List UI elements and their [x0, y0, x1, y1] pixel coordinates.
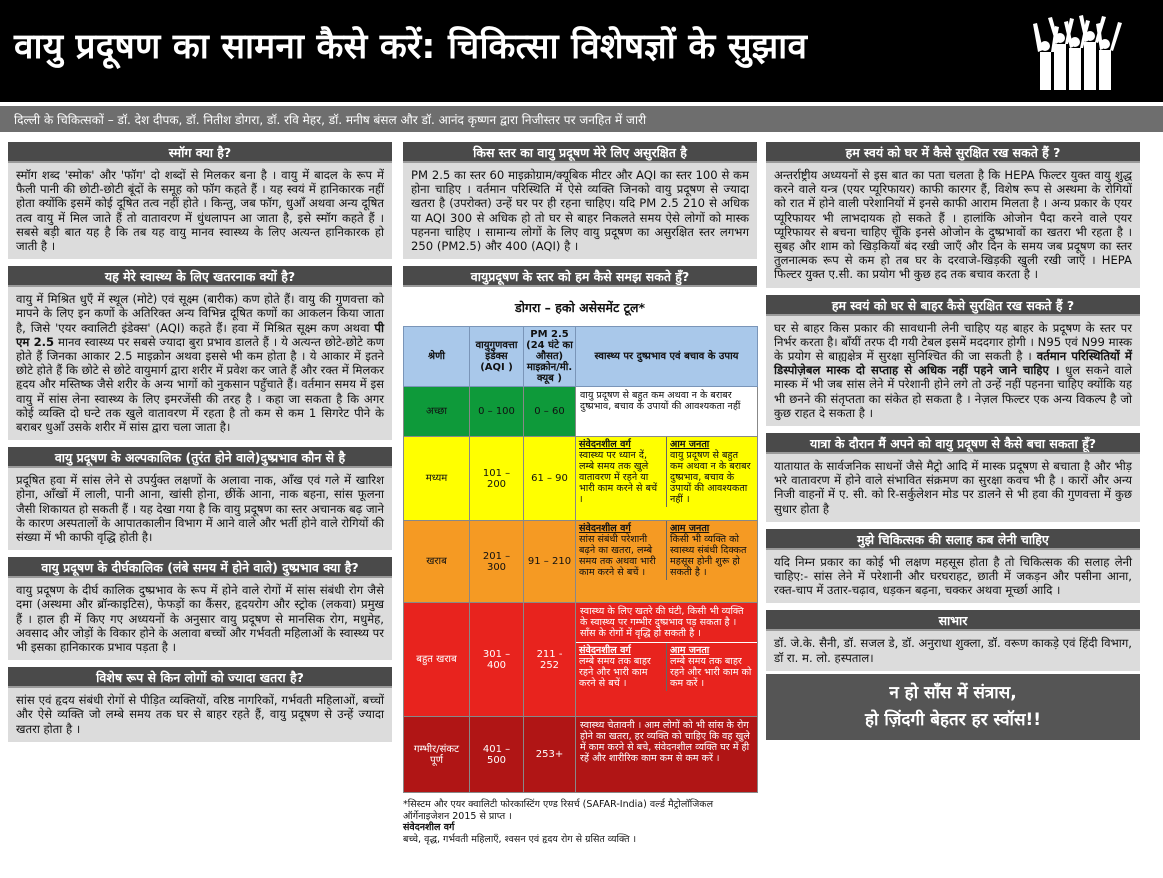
header-advice: स्वास्थ्य पर दुष्प्रभाव एवं बचाव के उपाय	[576, 327, 758, 387]
pm25-emphasis: पी एम 2.5	[16, 320, 384, 349]
group-text: सांस संबंधी परेशानी बढ़ने का खतरा, लम्बे समय तक अथवा भारी काम करने से बचें ।	[579, 534, 656, 579]
header-pm25: PM 2.5 (24 घंटे का औसत) माइक्रोन/मी. क्यूब )	[524, 327, 576, 387]
header	[0, 0, 1163, 102]
authors-credit: दिल्ली के चिकित्सकों – डॉ. देश दीपक, डॉ. नितीश डोगरा, डॉ. रवि मेहर, डॉ. मनीष बंसल और डॉ. आनंद कृष्णन द्वारा निजीस्तर पर जनहित में जारी	[14, 113, 647, 127]
sensitive-group-advice	[576, 437, 666, 507]
category-cell: मध्यम	[404, 437, 470, 521]
section-text: PM 2.5 का स्तर 60 माइक्रोग्राम/क्यूबिक मीटर और AQI का स्तर 100 से कम होना चाहिए । वर्तमान परिस्थिति में ऐसे व्यक्ति जिनको वायु प्रदूषण से ज्यादा खतरा है (उपरोक्त) उन्हें घर पर ही रहना चाहिए। यदि PM 2.5 210 से अधिक या AQI 300 से अधिक हो तो घर से बाहर निकलते समय ऐसे लोगों को मास्क पहनना चाहिए । सामान्य लोगों के लिए वायु प्रदूषण का असुरक्षित स्तर लगभग 250 (PM2.5) और 400 (AQI) है ।	[403, 163, 757, 259]
page-title: वायु प्रदूषण का सामना कैसे करें: चिकित्सा विशेषज्ञों के सुझाव	[14, 27, 808, 67]
category-cell: खराब	[404, 521, 470, 603]
section-travel	[766, 433, 1140, 522]
section-heading: वायु प्रदूषण के अल्पकालिक (तुरंत होने वाले)दुष्प्रभाव कौन से है	[8, 447, 392, 468]
section-protect-at-home	[766, 142, 1140, 288]
group-text: वायु प्रदूषण से बहुत कम अथवा न के बराबर दुष्प्रभाव, बचाव के उपायों की आवश्यकता नहीं ।	[670, 450, 751, 506]
group-label: संवेदनशील वर्ग	[579, 645, 631, 657]
raised-hands-crowd-icon	[1032, 12, 1122, 92]
section-heading: वायुप्रदूषण के स्तर को हम कैसे समझ सकते हुँ?	[403, 266, 757, 287]
advice-split	[576, 521, 757, 580]
source-note: *सिस्टम और एयर क्वालिटी फोरकास्टिंग एण्ड रिसर्च (SAFAR-India) वर्ल्ड मैट्रोलॉजिकल ऑर्गेनाइजेशन 2015 से प्राप्त ।	[403, 799, 714, 822]
subtitle-bar	[0, 106, 1163, 132]
category-cell: बहुत खराब	[404, 603, 470, 717]
aqi-cell: 101 – 200	[470, 437, 524, 521]
section-text: वायु प्रदूषण के दीर्घ कालिक दुष्प्रभाव के रूप में होने वाले रोगों में सांस संबंधी रोग जैसे दमा (अस्थमा और ब्रॉन्काइटिस), फेफड़ों का कैंसर, हृदयरोग और स्ट्रोक (लकवा) प्रमुख हैं । हाल ही में किए गए अध्ययनों के अनुसार वायु प्रदूषण से मानसिक रोग, मधुमेह, अवसाद और जोड़ों के विकार होने के अलावा बच्चों और गर्भवती महिलाओं के स्वास्थ्य पर भी इसका हानिकारक प्रभाव पड़ता है ।	[8, 578, 392, 660]
section-understand-levels	[403, 266, 757, 845]
advice-split	[576, 642, 757, 691]
group-text: लम्बे समय तक बाहर रहने और भारी काम करने से बचें ।	[579, 656, 651, 690]
section-long-term-effects	[8, 557, 392, 660]
section-text: डॉ. जे.के. सैनी, डॉ. सजल डे, डॉ. अनुराधा शुक्ला, डॉ. वरूण काकड़े एवं हिंदी विभाग, डॉ रा. म. लो. हस्पताल।	[766, 631, 1140, 670]
pm-cell: 91 – 210	[524, 521, 576, 603]
sensitive-group-advice	[576, 643, 666, 691]
text-part: धुल सकने वाले मास्क में भी जब सांस लेने में परेशानी होने लगे तो उन्हें नहीं पहनना चाहिए क्योंकि यह भी छनने की संतृप्तता का संकेत हो सकता है । नेज़ल फिल्टर एक अन्य विकल्प है जो कुछ राहत दे सकता है ।	[774, 363, 1132, 420]
sensitive-group-definition: बच्चे, वृद्ध, गर्भवती महिलाएँ, श्वसन एवं हृदय रोग से ग्रसित व्यक्ति ।	[403, 833, 637, 845]
section-heading: यात्रा के दौरान मैं अपने को वायु प्रदूषण से कैसे बचा सकता हूँ?	[766, 433, 1140, 454]
section-heading: विशेष रूप से किन लोगों को ज्यादा खतरा है?	[8, 667, 392, 688]
slogan-line-2: हो ज़िंदगी बेहतर हर स्वॉस!!	[865, 709, 1041, 730]
sensitive-group-advice	[576, 521, 666, 580]
group-label: आम जनता	[670, 523, 710, 535]
public-advice	[666, 643, 757, 691]
pm-cell: 211 - 252	[524, 603, 576, 717]
column-right	[766, 142, 1140, 740]
text-part: मानव स्वास्थ्य पर सबसे ज्यादा बुरा प्रभाव डालते हैं । ये अत्यन्त छोटे-छोटे कण होते हैं जिनका आकार 2.5 माइक्रोन अथवा इससे भी कम होता है । ये आकार में इतने छोटे होते हैं कि छोटे से छोटे वायुमार्ग द्वारा शरीर में प्रवेश कर जाते हैं और रक्त में मिलकर हृदय और मस्तिष्क जैसे शरीर के अन्य भागों को नुकसान पहुँचाते हैं। वर्तमान समय में इस वायु में सांस लेना स्वास्थ्य के लिए इमरजेंसी की तरह है । कहा जा सकता है कि अगर कोई व्यक्ति दो घन्टे तक खुले वातावरण में रहता है तो कम से कम 1 सिगरेट पीने के बराबर धुआँ उसके शरीर में सांस द्वारा चला जाता है।	[16, 334, 384, 435]
group-text: स्वास्थ्य पर ध्यान दें, लम्बे समय तक खुले वातावरण में रहने या भारी काम करने से बचें ।	[579, 450, 658, 506]
column-left	[8, 142, 392, 749]
table-row-good	[404, 387, 758, 437]
category-cell: गम्भीर/संकट पूर्ण	[404, 717, 470, 793]
section-text: अन्तर्राष्ट्रीय अध्ययनों से इस बात का पता चलता है कि HEPA फिल्टर युक्त वायु शुद्ध करने वाले यन्त्र (एयर प्यूरिफायर) काफी कारगर हैं, विशेष रूप से अस्थमा के रोगियों को रात में होने वाली परेशानियों में इनसे काफी आराम मिलता है । अन्य प्रकार के एयर प्यूरिफायर भी लाभदायक हो सकते हैं । हालांकि ओजोन पैदा करने वाले एयर प्यूरिफायर से बचना चाहिए चूँकि इनसे ओजोन के दुष्प्रभावों का खतरा भी रहता है । सुबह और शाम को खिड़कियाँ बंद रखी जाएँ और दिन के समय जब प्रदूषण का स्तर तुलनात्मक रूप से कम हो तब घर के दरवाजे-खिड़की खुली रखी जाएँ । HEPA फिल्टर युक्त ए.सी. का प्रयोग भी कुछ हद तक बचाव करता है ।	[766, 163, 1140, 288]
section-heading: हम स्वयं को घर में कैसे सुरक्षित रख सकते हैं ?	[766, 142, 1140, 163]
section-text: यदि निम्न प्रकार का कोई भी लक्षण महसूस होता है तो चिकित्सक की सलाह लेनी चाहिए:- सांस लेने में परेशानी और घरघराहट, छाती में जकड़न और पसीना आना, रक्त-चाप में उतार-चढ़ाव, धड़कन बढ़ना, चक्कर अथवा मूर्च्छा आदि ।	[766, 550, 1140, 604]
section-at-risk	[8, 667, 392, 742]
advice-text: स्वास्थ्य चेतावनी । आम लोगों को भी सांस के रोग होने का खतरा, हर व्यक्ति को चाहिए कि वह खुले में काम करने से बचे, संवेदनशील व्यक्ति घर में ही रहें और शारीरिक काम कम से कम करें ।	[580, 720, 750, 765]
section-what-is-smog	[8, 142, 392, 259]
table-header-row	[404, 327, 758, 387]
advice-cell	[576, 437, 758, 521]
slogan-box	[766, 674, 1140, 740]
group-text: लम्बे समय तक बाहर रहने और भारी काम को कम करें ।	[670, 656, 752, 690]
aqi-cell: 401 – 500	[470, 717, 524, 793]
text-part: घर से बाहर किस प्रकार की सावधानी लेनी चाहिए यह बाहर के प्रदूषण के स्तर पर निर्भर करता है। बाँयीं तरफ दी गयी टेबल इसमें मददगार होगी । N95 एवं N99 मास्क के प्रयोग से बाह्यक्षेत्र में सुरक्षा सुनिश्चित की जा सकती है ।	[774, 320, 1132, 364]
section-heading: स्मॉग क्या है?	[8, 142, 392, 163]
section-acknowledgement	[766, 610, 1140, 670]
section-why-dangerous	[8, 266, 392, 440]
group-label: संवेदनशील वर्ग	[579, 439, 631, 451]
section-heading: हम स्वयं को घर से बाहर कैसे सुरक्षित रख सकते हैं ?	[766, 295, 1140, 316]
sensitive-group-label: संवेदनशील वर्ग	[403, 822, 455, 834]
table-footnote	[403, 799, 757, 845]
public-advice	[666, 437, 757, 507]
text-part: वायु में मिश्रित धुएँ में स्थूल (मोटे) एवं सूक्ष्म (बारीक) कण होते हैं। वायु की गुणवत्ता को मापने के लिए इन कणों के अतिरिक्त अन्य विभिन्न दूषित कणों का आकलन किया जाता है, जिसे 'एयर क्वालिटी इंडेक्स' (AQI) कहते हैं। हवा में मिश्रित सूक्ष्म कण अथवा	[16, 292, 384, 335]
advice-text: स्वास्थ्य के लिए खतरे की घंटी, किसी भी व्यक्ति के स्वास्थ्य पर गम्भीर दुष्प्रभाव पड़ सकता है । साँस के रोगों में वृद्धि हो सकती है ।	[580, 606, 744, 640]
table-row-very-poor	[404, 603, 758, 717]
column-middle	[403, 142, 757, 852]
header-category: श्रेणी	[404, 327, 470, 387]
advice-cell	[576, 387, 758, 437]
mask-emphasis: वर्तमान परिस्थितियों में डिस्पोज़ेबल मास्क दो सप्ताह से अधिक नहीं पहने जाने चाहिए ।	[774, 349, 1132, 378]
aqi-cell: 301 – 400	[470, 603, 524, 717]
section-heading: वायु प्रदूषण के दीर्घकालिक (लंबे समय में होने वाले) दुष्प्रभाव क्या है?	[8, 557, 392, 578]
pm-cell: 253+	[524, 717, 576, 793]
section-short-term-effects	[8, 447, 392, 550]
section-heading: किस स्तर का वायु प्रदूषण मेरे लिए असुरक्षित है	[403, 142, 757, 163]
section-heading: यह मेरे स्वास्थ्य के लिए खतरनाक क्यों है?	[8, 266, 392, 287]
group-label: आम जनता	[670, 439, 710, 451]
advice-cell	[576, 521, 758, 603]
public-advice	[666, 521, 757, 580]
assessment-tool-title: डोगरा – हको असेसमेंट टूल*	[515, 300, 645, 316]
section-protect-outside	[766, 295, 1140, 426]
section-text: यातायात के सार्वजनिक साधनों जैसे मैट्रो आदि में मास्क प्रदूषण से बचाता है और भीड़ भरे वातावरण में होने वाले संभावित संक्रमण का सुरक्षा कवच भी है । कारों और अन्य निजी वाहनों में ए. सी. को रि-सर्कुलेशन मोड पर डालने से भी हवा की गुणवत्ता में कुछ सुधार होता है	[766, 454, 1140, 522]
table-row-moderate	[404, 437, 758, 521]
aqi-cell: 201 – 300	[470, 521, 524, 603]
group-label: आम जनता	[670, 645, 710, 657]
table-row-poor	[404, 521, 758, 603]
advice-text: वायु प्रदूषण से बहुत कम अथवा न के बराबर दुष्प्रभाव, बचाव के उपायों की आवश्यकता नहीं	[580, 390, 741, 413]
header-aqi: वायुगुणवत्ता इंडेक्स (AQI )	[470, 327, 524, 387]
advice-cell	[576, 717, 758, 793]
pm-cell: 61 – 90	[524, 437, 576, 521]
slogan-line-1: न हो साँस में संत्रास,	[889, 682, 1017, 703]
section-text: प्रदूषित हवा में सांस लेने से उपर्युक्त लक्षणों के अलावा नाक, आँख एवं गले में खारिश होना, आँखों में लाली, पानी आना, खांसी होना, छींकें आना, नाक बहना, सांस फूलना जैसी शिकायत हो सकती हैं । यह देखा गया है कि वायु प्रदूषण का स्तर अचानक बढ़ जाने के कारण अस्पतालों के आपातकालीन विभाग में आने वाले और भर्ती होने वाले रोगियों की संख्या में भी काफी वृद्धि होती है।	[8, 468, 392, 550]
section-text: स्मॉग शब्द 'स्मोक' और 'फॉग' दो शब्दों से मिलकर बना है । वायु में बादल के रूप में फैली पानी की छोटी-छोटी बूंदों के समूह को फॉग कहते हैं । यह स्वयं में हानिकारक नहीं होता क्योंकि इसमें कोई दूषित तत्व नहीं होते । किन्तु, जब फॉग, धुआँ अथवा अन्य दूषित तत्व वायु में मिल जाते हैं तो वातावरण में धुंधलापन आ जाता है, इसे स्मॉग कहते हैं । सबसे बड़ी बात यह है कि तब यह वायु मानव स्वास्थ्य के लिए अत्यन्त हानिकारक हो जाती है ।	[8, 163, 392, 259]
section-text: सांस एवं हृदय संबंधी रोगों से पीड़ित व्यक्तियों, वरिष्ठ नागरिकों, गर्भवती महिलाओं, बच्चों और ऐसे व्यक्ति जो लम्बे समय तक घर से बाहर रहते हैं, वायु प्रदूषण से उन्हें ज्यादा खतरा होता है ।	[8, 688, 392, 742]
section-text	[766, 316, 1140, 426]
pm-cell: 0 – 60	[524, 387, 576, 437]
section-heading: साभार	[766, 610, 1140, 631]
advice-split	[576, 437, 757, 507]
table-row-severe	[404, 717, 758, 793]
aqi-scale-table	[403, 326, 758, 793]
section-text	[8, 287, 392, 440]
section-unsafe-level	[403, 142, 757, 259]
group-text: किसी भी व्यक्ति को स्वास्थ्य संबंधी दिक्कत महसूस होनी शुरू हो सकती है ।	[670, 534, 747, 579]
advice-cell	[576, 603, 758, 717]
section-heading: मुझे चिकित्सक की सलाह कब लेनी चाहिए	[766, 529, 1140, 550]
category-cell: अच्छा	[404, 387, 470, 437]
group-label: संवेदनशील वर्ग	[579, 523, 631, 535]
section-see-doctor	[766, 529, 1140, 604]
aqi-cell: 0 – 100	[470, 387, 524, 437]
